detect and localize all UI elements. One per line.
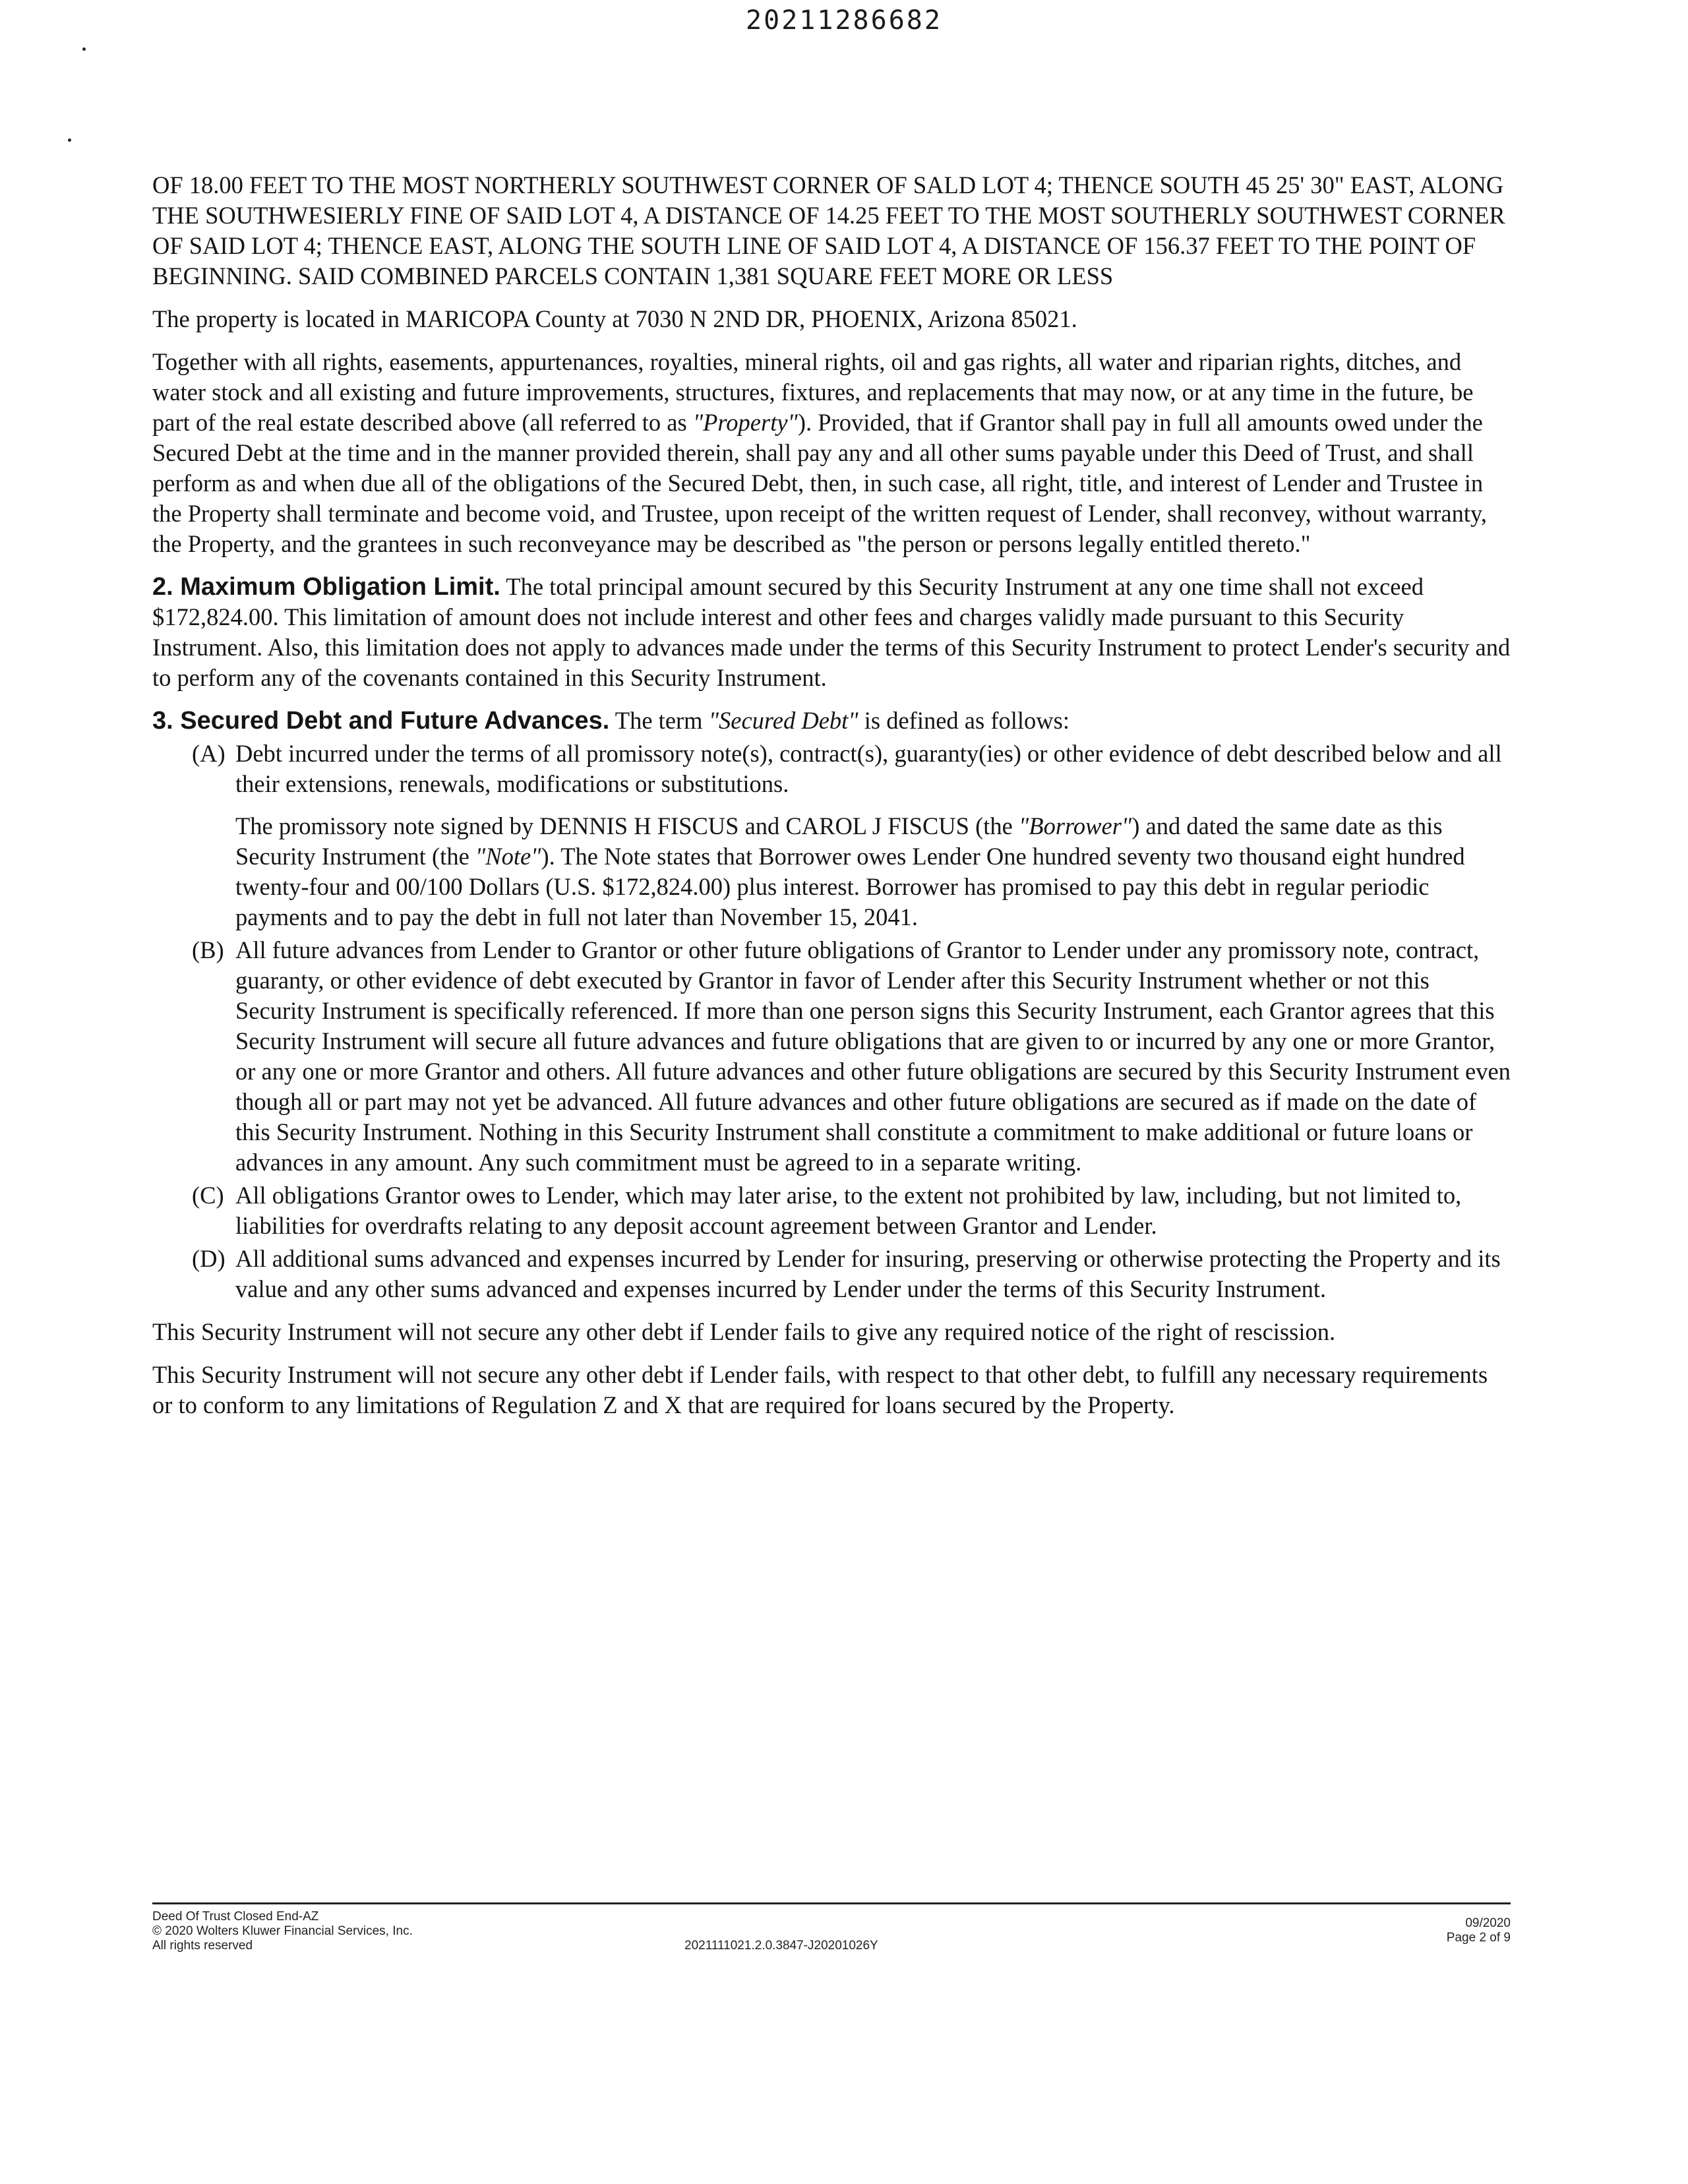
footer-doc-code: 2021111021.2.0.3847-J20201026Y xyxy=(684,1939,878,1953)
note-text-2: ) and dated the same date as this Security Instrument (the xyxy=(235,812,1443,870)
section-2-text: The total principal amount secured by this Security Instrument at any one time shall not exceed $172,824.00. This limitation of amount does not include interest and other fees and charges validly made pursuant to this Security Instrument. Also, this limitation does not apply to advances made under the terms of this Security Instrument to protect Lender's security and to perform any of the covenants contained in this Security Instrument. xyxy=(152,573,1511,691)
promissory-note-paragraph xyxy=(152,811,1511,932)
list-marker-b: (B) xyxy=(192,936,224,963)
together-text-after: ). Provided, that if Grantor shall pay in full all amounts owed under the Secured Debt at the time and in the manner provided therein, shall pay any and all other sums payable under this Deed of Trust, and shall perform as and when due all of the obligations of the Secured Debt, then, in such case, all right, title, and interest of Lender and Trustee in the Property shall terminate and become void, and Trustee, upon receipt of the written request of Lender, shall reconvey, without warranty, the Property, and the grantees in such reconveyance may be described as "the person or persons legally entitled thereto." xyxy=(152,409,1488,557)
section-3-heading: 3. Secured Debt and Future Advances. xyxy=(152,707,610,735)
list-marker-a: (A) xyxy=(192,740,226,767)
document-body xyxy=(152,170,1511,1433)
scan-speck xyxy=(68,138,71,142)
list-item-c xyxy=(152,1180,1511,1241)
list-item-d xyxy=(152,1244,1511,1304)
scan-speck xyxy=(82,47,86,51)
list-item-b-text: All future advances from Lender to Grantor or other future obligations of Grantor to Lender under any promissory note, contract, guaranty, or other evidence of debt executed by Grantor in favor of Lender after this Security Instrument whether or not this Security Instrument is specifically referenced. If more than one person signs this Security Instrument, each Grantor agrees that this Security Instrument will secure all future advances and future obligations that are given to or incurred by any one or more Grantor, or any one or more Grantor and others. All future advances and other future obligations are secured by this Security Instrument even though all or part may not yet be advanced. All future advances and other future obligations are secured as if made on the date of this Security Instrument. Nothing in this Security Instrument shall constitute a commitment to make additional or future loans or advances in any amount. Any such commitment must be agreed to in a separate writing. xyxy=(235,936,1511,1176)
together-with-paragraph xyxy=(152,347,1511,559)
legal-description: OF 18.00 FEET TO THE MOST NORTHERLY SOUTHWEST CORNER OF SALD LOT 4; THENCE SOUTH 45 25' 30" EAST, ALONG THE SOUTHWESIERLY FINE OF SAID LOT 4, A DISTANCE OF 14.25 FEET TO THE MOST SOUTHERLY SOUTHWEST CORNER OF SAID LOT 4; THENCE EAST, ALONG THE SOUTH LINE OF SAID LOT 4, A DISTANCE OF 156.37 FEET TO THE POINT OF BEGINNING. SAID COMBINED PARCELS CONTAIN 1,381 SQUARE FEET MORE OR LESS xyxy=(152,171,1505,289)
note-text-1: The promissory note signed by DENNIS H FISCUS and CAROL J FISCUS (the xyxy=(235,812,1019,839)
list-item-d-text: All additional sums advanced and expenses incurred by Lender for insuring, preserving or otherwise protecting the Property and its value and any other sums advanced and expenses incurred by Lender under the terms of this Security Instrument. xyxy=(235,1245,1501,1302)
rights-reserved: All rights reserved xyxy=(152,1939,253,1953)
page-footer xyxy=(152,1910,1511,1982)
section-3-intro-after: is defined as follows: xyxy=(858,707,1070,734)
property-term: "Property" xyxy=(692,409,798,436)
form-date: 09/2020 xyxy=(1465,1916,1511,1930)
footer-form-info xyxy=(152,1910,413,1953)
copyright: © 2020 Wolters Kluwer Financial Services, Inc. xyxy=(152,1924,413,1938)
rescission-paragraph: This Security Instrument will not secure any other debt if Lender fails to give any required notice of the right of rescission. xyxy=(152,1318,1336,1345)
regulation-paragraph: This Security Instrument will not secure any other debt if Lender fails, with respect to that other debt, to fulfill any necessary requirements or to conform to any limitations of Regulation Z and X that are required for loans secured by the Property. xyxy=(152,1361,1488,1418)
list-marker-c: (C) xyxy=(192,1182,224,1209)
recording-number: 20211286682 xyxy=(746,5,942,36)
page-number: Page 2 of 9 xyxy=(1446,1931,1511,1945)
list-item-b xyxy=(152,935,1511,1178)
note-term: "Note" xyxy=(475,843,541,870)
section-3-intro xyxy=(152,706,1511,736)
footer-divider xyxy=(152,1902,1511,1904)
section-2-heading: 2. Maximum Obligation Limit. xyxy=(152,573,500,601)
secured-debt-term: "Secured Debt" xyxy=(708,707,859,734)
borrower-term: "Borrower" xyxy=(1018,812,1132,839)
together-text-before: Together with all rights, easements, appurtenances, royalties, mineral rights, oil and gas rights, all water and riparian rights, ditches, and water stock and all existing and future improvements, structures, fixtures, and replacements that may now, or at any time in the future, be part of the real estate described above (all referred to as xyxy=(152,348,1474,436)
section-3-intro-before: The term xyxy=(609,707,709,734)
list-item-c-text: All obligations Grantor owes to Lender, which may later arise, to the extent not prohibited by law, including, but not limited to, liabilities for overdrafts relating to any deposit account agreement between Grantor and Lender. xyxy=(235,1182,1462,1239)
footer-page-info xyxy=(1447,1916,1511,1945)
section-2-maximum-obligation xyxy=(152,572,1511,693)
form-name: Deed Of Trust Closed End-AZ xyxy=(152,1910,319,1924)
list-marker-d: (D) xyxy=(192,1245,226,1272)
property-location: The property is located in MARICOPA County at 7030 N 2ND DR, PHOENIX, Arizona 85021. xyxy=(152,305,1077,332)
list-item-a xyxy=(152,739,1511,799)
list-item-a-text: Debt incurred under the terms of all promissory note(s), contract(s), guaranty(ies) or other evidence of debt described below and all their extensions, renewals, modifications or substitutions. xyxy=(235,740,1502,797)
note-text-3: ). The Note states that Borrower owes Lender One hundred seventy two thousand eight hundred twenty-four and 00/100 Dollars (U.S. $172,824.00) plus interest. Borrower has promised to pay this debt in regular periodic payments and to pay the debt in full not later than November 15, 2041. xyxy=(235,843,1465,930)
